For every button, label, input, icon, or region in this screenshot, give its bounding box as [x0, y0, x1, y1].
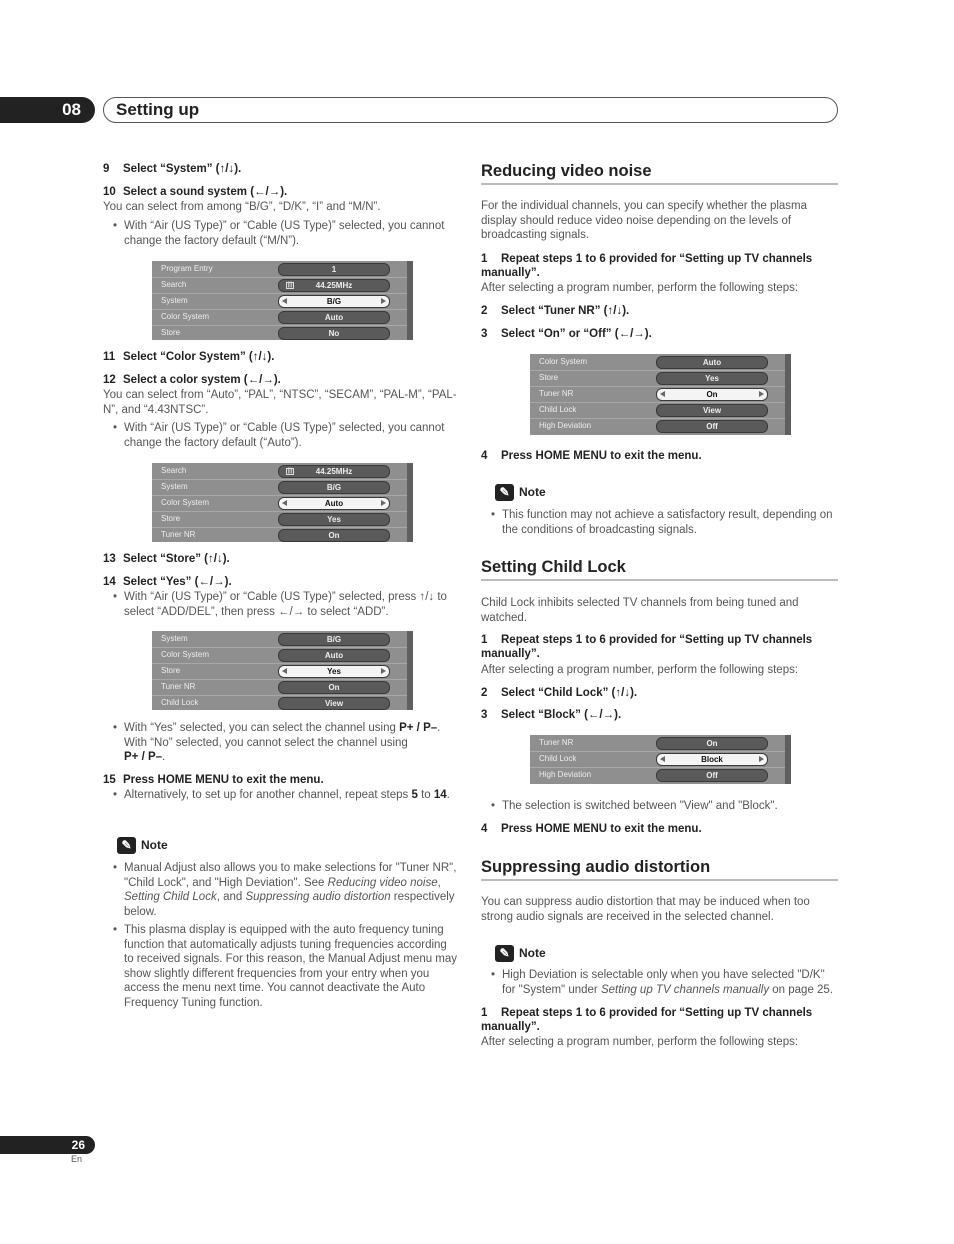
- sad-intro: You can suppress audio distortion that may be induced when too strong audio signals are received in the selected channel.: [481, 896, 810, 923]
- scl-step-1: 1 Repeat steps 1 to 6 provided for “Setting up TV channels manually”.: [481, 634, 813, 660]
- menu-row-label: Store: [161, 666, 181, 675]
- page-language: En: [71, 1154, 83, 1164]
- step-10-text: You can select from among “B/G”, “D/K”, “I” and “M/N”.: [103, 201, 381, 213]
- scl-bullet: • The selection is switched between "View" and "Block".: [502, 799, 838, 814]
- menu-screen-tuner-nr: [530, 354, 791, 435]
- menu-row: [152, 679, 407, 696]
- step-15-bullet: • Alternatively, to set up for another channel, repeat steps 5 to 14.: [124, 788, 459, 803]
- menu-screen-color-system: [152, 463, 413, 542]
- menu-row-value: On: [656, 388, 768, 401]
- arrow-left-icon: [282, 668, 287, 674]
- menu-row: [152, 463, 407, 480]
- menu-row: [530, 386, 785, 403]
- page-number: 26: [0, 1136, 95, 1154]
- arrow-left-icon: [282, 500, 287, 506]
- menu-row: [152, 261, 407, 278]
- menu-row: [530, 735, 785, 752]
- step-13: 13 Select “Store” (↑/↓).: [103, 553, 230, 565]
- step-9: 9 Select “System” (↑/↓).: [103, 163, 242, 175]
- menu-row: [152, 663, 407, 680]
- step-12: 12 Select a color system (←/→).: [103, 374, 281, 386]
- menu-row: [530, 402, 785, 419]
- menu-row-label: Store: [161, 514, 181, 523]
- section-divider: [481, 183, 838, 185]
- step-11: 11 Select “Color System” (↑/↓).: [103, 351, 275, 363]
- scl-step-3: 3 Select “Block” (←/→).: [481, 709, 622, 721]
- menu-row-value: Off: [656, 769, 768, 782]
- scl-step-1-text: After selecting a program number, perform the following steps:: [481, 664, 799, 676]
- menu-row-value: View: [278, 697, 390, 710]
- menu-row-value: On: [278, 529, 390, 542]
- section-title-reducing-video-noise: Reducing video noise: [481, 162, 652, 180]
- menu-row: [530, 370, 785, 387]
- scl-step-4: 4 Press HOME MENU to exit the menu.: [481, 823, 702, 835]
- arrow-right-icon: [381, 500, 386, 506]
- menu-screen-system: [152, 261, 413, 340]
- step-12-text: You can select from “Auto”, “PAL”, “NTSC”, “SECAM”, “PAL-M”, “PAL-N”, and “4.43NTSC”.: [103, 389, 457, 416]
- menu-row-label: Child Lock: [539, 754, 577, 763]
- menu-row-value: Auto: [278, 497, 390, 510]
- menu-row-label: Color System: [161, 498, 210, 507]
- menu-screen-child-lock: [530, 735, 791, 784]
- rvn-step-3: 3 Select “On” or “Off” (←/→).: [481, 328, 652, 340]
- pencil-note-icon: ✎: [495, 945, 514, 962]
- menu-row-label: Program Entry: [161, 264, 213, 273]
- step-15: 15 Press HOME MENU to exit the menu.: [103, 774, 324, 786]
- menu-row: [152, 527, 407, 543]
- menu-row-value: Block: [656, 753, 768, 766]
- note-left-bullet-1: • Manual Adjust also allows you to make selections for "Tuner NR", "Child Lock", and "High Deviation". See Reducing video noise, Setting Child Lock, and Suppressing audio distortion respectively below.: [124, 861, 459, 919]
- rvn-note-bullet: • This function may not achieve a satisfactory result, depending on the conditions of broadcasting signals.: [502, 508, 838, 537]
- menu-row-label: High Deviation: [539, 770, 592, 779]
- menu-row-value: On: [278, 681, 390, 694]
- arrow-right-icon: [759, 756, 764, 762]
- rvn-step-4: 4 Press HOME MENU to exit the menu.: [481, 450, 702, 462]
- menu-screen-store: [152, 631, 413, 710]
- arrow-left-icon: [282, 298, 287, 304]
- menu-row-label: Child Lock: [539, 405, 577, 414]
- menu-row-label: Color System: [161, 650, 210, 659]
- menu-row: [530, 418, 785, 434]
- menu-row-value: 44.25MHz |||: [278, 279, 390, 292]
- sad-step-1: 1 Repeat steps 1 to 6 provided for “Setting up TV channels manually”.: [481, 1007, 813, 1033]
- menu-row-label: System: [161, 482, 188, 491]
- menu-row-value: Yes: [278, 513, 390, 526]
- menu-row-label: System: [161, 634, 188, 643]
- pencil-note-icon: ✎: [495, 484, 514, 501]
- menu-row-value: B/G: [278, 633, 390, 646]
- rvn-step-1: 1 Repeat steps 1 to 6 provided for “Setting up TV channels manually”.: [481, 253, 813, 279]
- section-title-setting-child-lock: Setting Child Lock: [481, 558, 626, 576]
- menu-row-label: Search: [161, 466, 187, 475]
- arrow-right-icon: [381, 668, 386, 674]
- step-14: 14 Select “Yes” (←/→).: [103, 576, 232, 588]
- menu-row: [152, 293, 407, 310]
- menu-row-label: Tuner NR: [539, 738, 574, 747]
- arrow-right-icon: [381, 298, 386, 304]
- menu-row-value: Yes: [278, 665, 390, 678]
- menu-row-value: View: [656, 404, 768, 417]
- menu-row-value: B/G: [278, 481, 390, 494]
- menu-row-value: Auto: [656, 356, 768, 369]
- menu-row: [152, 695, 407, 711]
- chapter-title: Setting up: [116, 100, 200, 119]
- sad-note-bullet: • High Deviation is selectable only when you have selected "D/K" for "System" under Setting up TV channels manually on page 25.: [502, 968, 840, 997]
- menu-row: [152, 309, 407, 326]
- chapter-number-tab: 08: [0, 97, 95, 123]
- menu-row: [152, 495, 407, 512]
- menu-row-value: 44.25MHz |||: [278, 465, 390, 478]
- section-divider: [481, 579, 838, 581]
- menu-row-value: No: [278, 327, 390, 340]
- menu-row-label: Color System: [161, 312, 210, 321]
- menu-row-label: Tuner NR: [161, 682, 196, 691]
- section-title-suppressing-audio-distortion: Suppressing audio distortion: [481, 858, 711, 876]
- scl-intro: Child Lock inhibits selected TV channels from being tuned and watched.: [481, 597, 799, 624]
- arrow-left-icon: [660, 756, 665, 762]
- rvn-step-2: 2 Select “Tuner NR” (↑/↓).: [481, 305, 630, 317]
- menu-row: [152, 479, 407, 496]
- menu-row-label: Tuner NR: [161, 530, 196, 539]
- menu-row: [152, 325, 407, 341]
- menu-row-label: Store: [161, 328, 181, 337]
- menu-row: [530, 767, 785, 783]
- menu-row-label: Tuner NR: [539, 389, 574, 398]
- menu-row-value: Auto: [278, 311, 390, 324]
- menu-row-value: Auto: [278, 649, 390, 662]
- frequency-icon: |||: [287, 281, 293, 288]
- frequency-icon: |||: [287, 467, 293, 474]
- rvn-intro: For the individual channels, you can specify whether the plasma display should reduce video noise depending on the levels of broadcasting signals.: [481, 200, 808, 242]
- sad-step-1-text: After selecting a program number, perform the following steps:: [481, 1036, 799, 1048]
- menu-row-label: Search: [161, 280, 187, 289]
- menu-row-label: High Deviation: [539, 421, 592, 430]
- menu-row-value: 1: [278, 263, 390, 276]
- menu-row: [152, 277, 407, 294]
- menu-row-label: Color System: [539, 357, 588, 366]
- note-left-bullet-2: • This plasma display is equipped with the auto frequency tuning function that automatically adjusts tuning frequencies according to received signals. For this reason, the Manual Adjust menu may show slightly different frequencies from your entry when you access the menu next time. You cannot deactivate the Auto Frequency Tuning function.: [124, 923, 459, 1011]
- menu-row: [152, 647, 407, 664]
- step-10: 10 Select a sound system (←/→).: [103, 186, 288, 198]
- yes-bullet: • With “Yes” selected, you can select the channel using P+ / P–. With “No” selected, you cannot select the channel using P+ / P–.: [124, 721, 459, 765]
- arrow-left-icon: [660, 391, 665, 397]
- step-10-bullet: • With “Air (US Type)” or “Cable (US Type)” selected, you cannot change the factory default (“M/N”).: [124, 219, 459, 248]
- menu-row: [530, 751, 785, 768]
- section-divider: [481, 879, 838, 881]
- scl-step-2: 2 Select “Child Lock” (↑/↓).: [481, 687, 638, 699]
- menu-row: [530, 354, 785, 371]
- menu-row-value: B/G: [278, 295, 390, 308]
- menu-row: [152, 631, 407, 648]
- menu-row-label: System: [161, 296, 188, 305]
- rvn-step-1-text: After selecting a program number, perform the following steps:: [481, 282, 799, 294]
- step-14-bullet: • With “Air (US Type)” or “Cable (US Type)” selected, press ↑/↓ to select “ADD/DEL”, then press ←/→ to select “ADD”.: [124, 590, 459, 619]
- menu-row-label: Child Lock: [161, 698, 199, 707]
- menu-row-label: Store: [539, 373, 559, 382]
- step-12-bullet: • With “Air (US Type)” or “Cable (US Type)” selected, you cannot change the factory default (“Auto”).: [124, 421, 459, 450]
- menu-row-value: On: [656, 737, 768, 750]
- arrow-right-icon: [759, 391, 764, 397]
- pencil-note-icon: ✎: [117, 837, 136, 854]
- menu-row: [152, 511, 407, 528]
- menu-row-value: Off: [656, 420, 768, 433]
- menu-row-value: Yes: [656, 372, 768, 385]
- chapter-title-bar: [103, 97, 838, 123]
